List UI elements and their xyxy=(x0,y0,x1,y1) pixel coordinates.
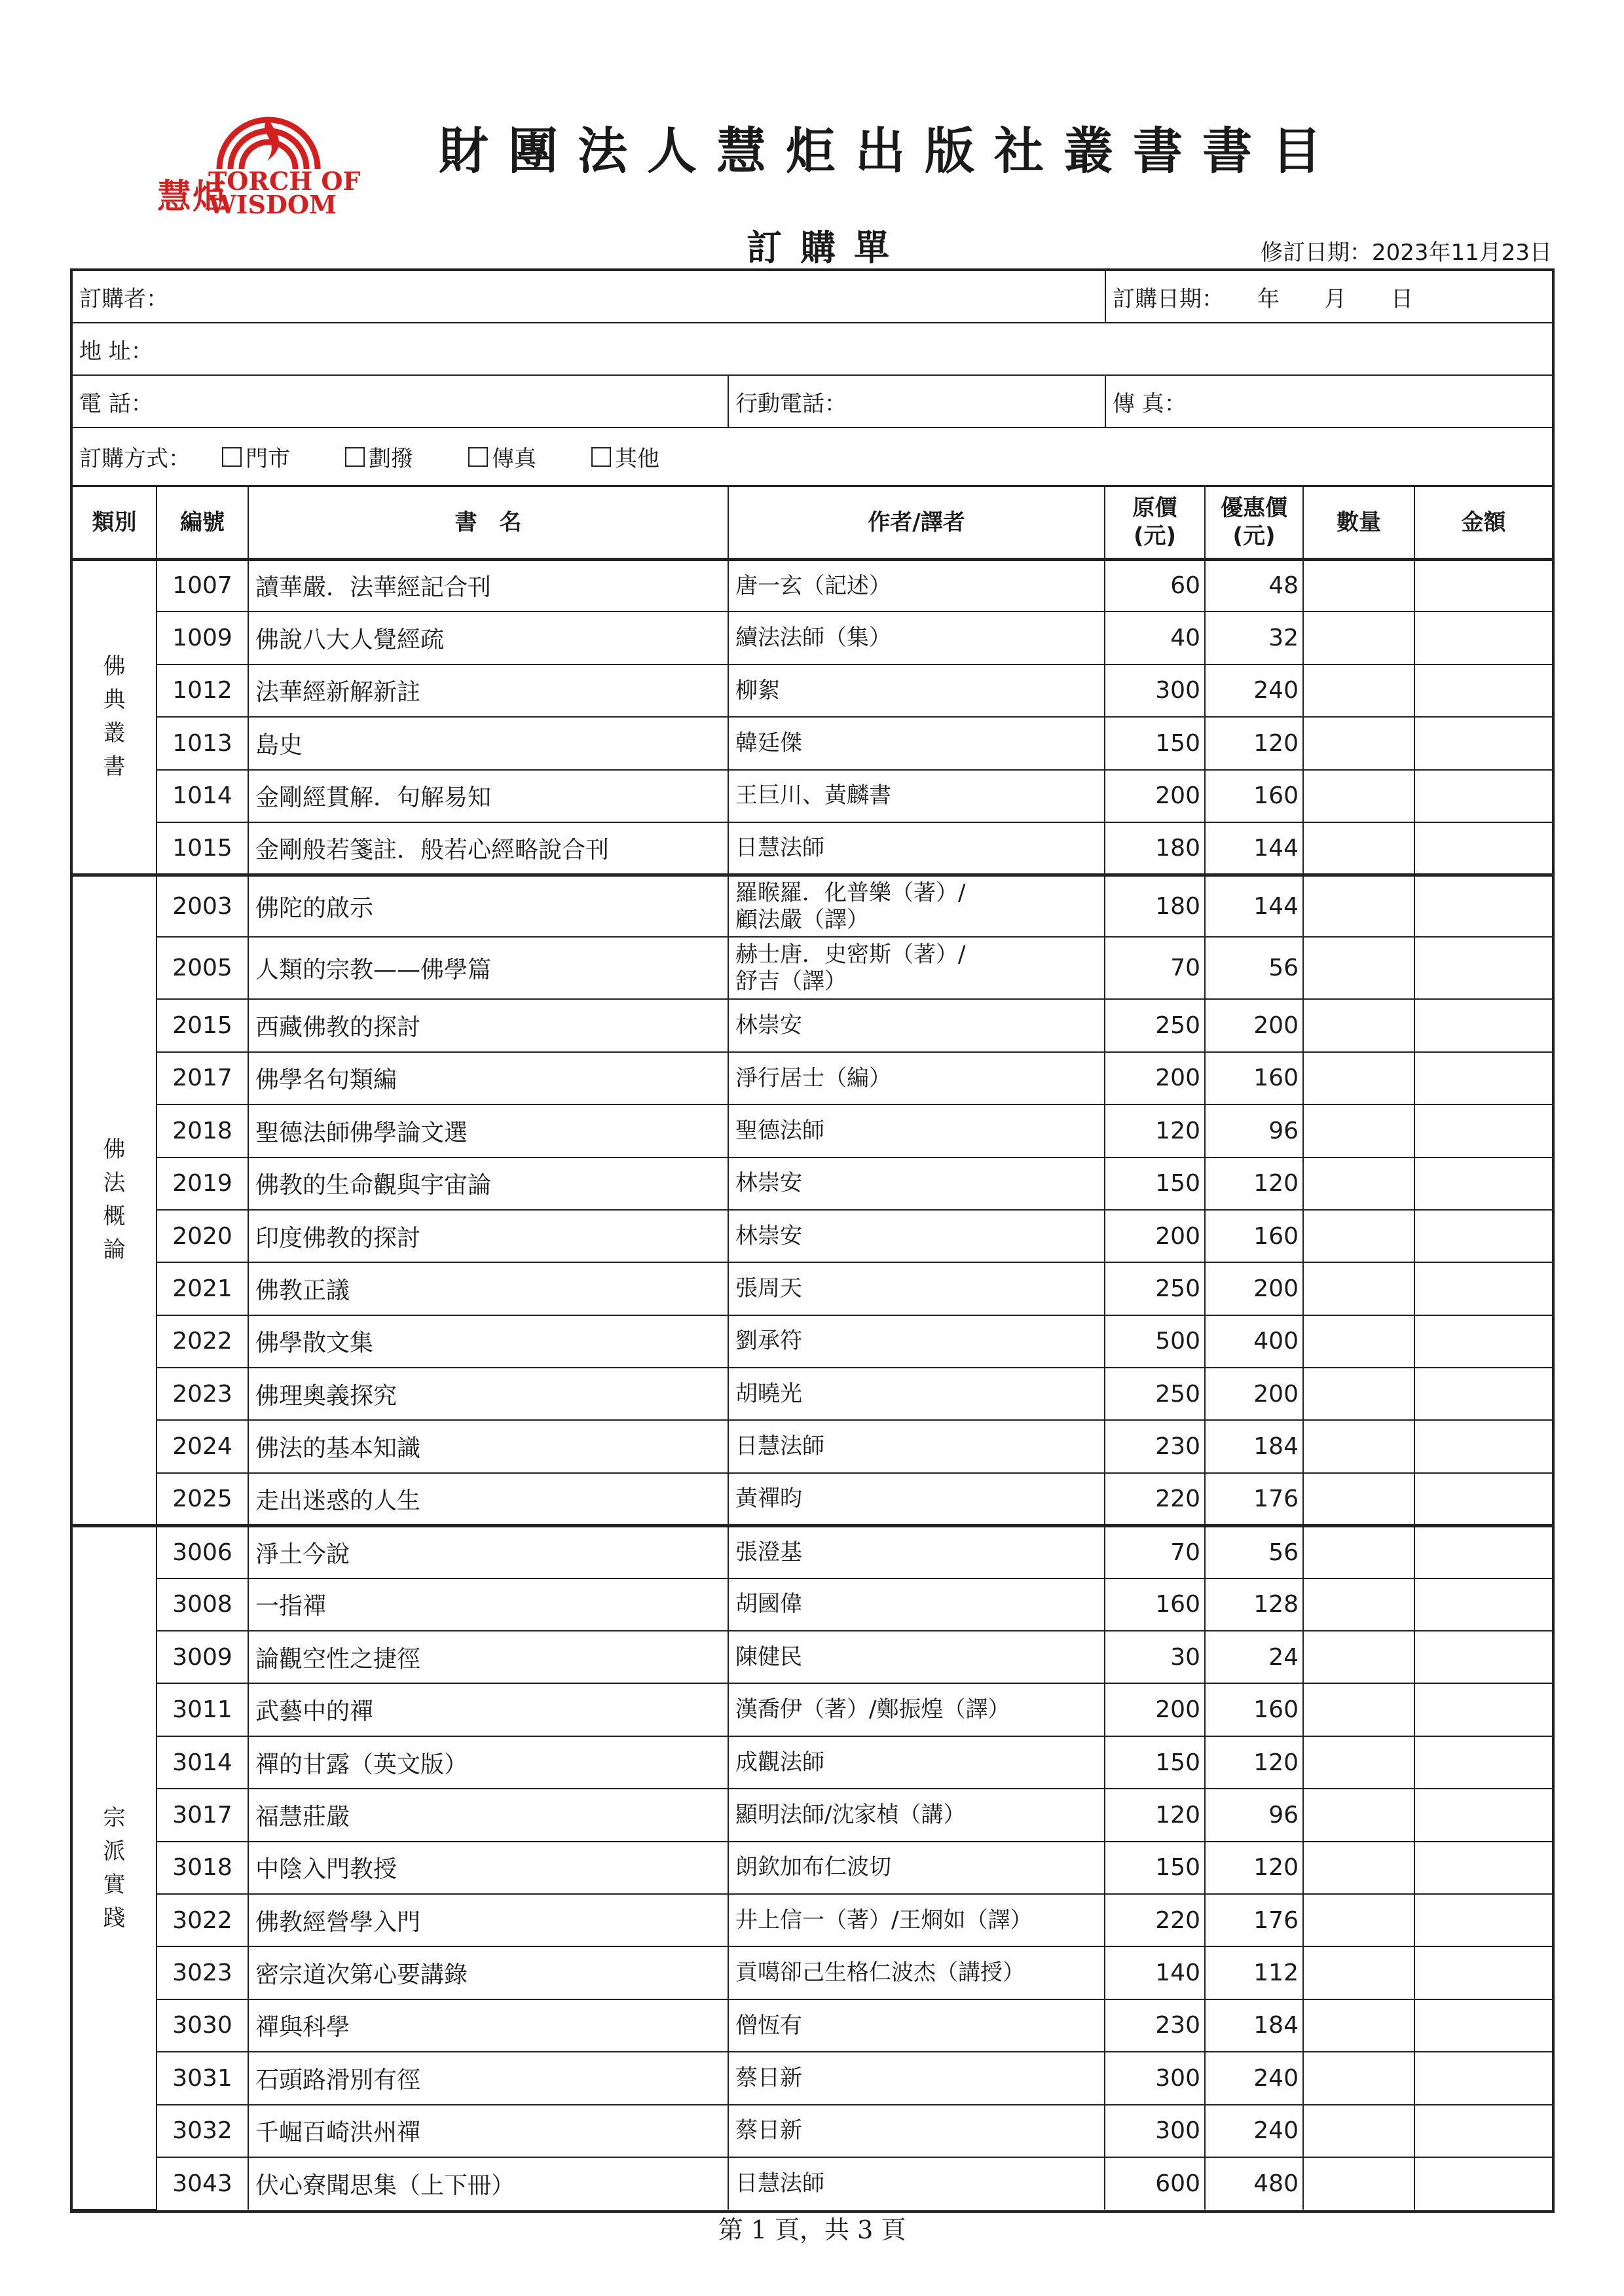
book-discount-price: 480 xyxy=(1205,2157,1303,2210)
table-row xyxy=(73,937,1552,999)
amount-field[interactable] xyxy=(1414,1104,1552,1157)
book-price: 250 xyxy=(1105,1368,1205,1420)
fax-field[interactable]: 傳 真： xyxy=(1105,376,1552,427)
amount-field[interactable] xyxy=(1414,875,1552,937)
address-field[interactable]: 地 址： xyxy=(79,338,153,365)
book-price: 200 xyxy=(1105,1052,1205,1104)
book-title: 島史 xyxy=(248,717,728,769)
amount-field[interactable] xyxy=(1414,1842,1552,1894)
category-label: 佛典叢書 xyxy=(103,653,126,780)
book-code: 2003 xyxy=(157,875,248,937)
book-title: 佛學名句類編 xyxy=(248,1052,728,1104)
book-discount-price: 160 xyxy=(1205,770,1303,822)
category-cell xyxy=(73,559,157,875)
amount-field[interactable] xyxy=(1414,2157,1552,2210)
table-row xyxy=(73,1736,1552,1789)
book-price: 230 xyxy=(1105,1999,1205,2052)
checkbox-icon[interactable] xyxy=(468,447,488,467)
book-table xyxy=(73,487,1552,2210)
book-title: 淨土今說 xyxy=(248,1525,728,1578)
book-author: 淨行居士（編） xyxy=(728,1052,1105,1104)
mobile-field[interactable]: 行動電話： xyxy=(728,376,1105,427)
book-price: 180 xyxy=(1105,875,1205,937)
table-row xyxy=(73,1368,1552,1420)
amount-field[interactable] xyxy=(1414,1683,1552,1736)
book-discount-price: 240 xyxy=(1205,2105,1303,2157)
quantity-field[interactable] xyxy=(1303,1736,1414,1789)
book-code: 2020 xyxy=(157,1210,248,1262)
book-price: 120 xyxy=(1105,1104,1205,1157)
quantity-field[interactable] xyxy=(1303,1262,1414,1315)
book-author: 井上信一（著）/王烱如（譯） xyxy=(728,1894,1105,1946)
publisher-logo xyxy=(157,77,380,221)
quantity-field[interactable] xyxy=(1303,1104,1414,1157)
table-row xyxy=(73,1631,1552,1683)
book-title: 金剛經貫解．句解易知 xyxy=(248,770,728,822)
book-discount-price: 160 xyxy=(1205,1052,1303,1104)
amount-field[interactable] xyxy=(1414,1578,1552,1631)
col-discount: 優惠價 (元) xyxy=(1205,487,1303,559)
book-discount-price: 200 xyxy=(1205,999,1303,1051)
quantity-field[interactable] xyxy=(1303,1683,1414,1736)
order-date-field[interactable]: 訂購日期： 年 月 日 xyxy=(1105,271,1552,322)
table-row xyxy=(73,1420,1552,1472)
quantity-field[interactable] xyxy=(1303,611,1414,664)
book-author: 聖德法師 xyxy=(728,1104,1105,1157)
book-code: 1009 xyxy=(157,611,248,664)
book-discount-price: 160 xyxy=(1205,1683,1303,1736)
book-discount-price: 176 xyxy=(1205,1894,1303,1946)
phone-row xyxy=(73,376,1552,428)
book-code: 1015 xyxy=(157,822,248,875)
book-price: 40 xyxy=(1105,611,1205,664)
amount-field[interactable] xyxy=(1414,1262,1552,1315)
quantity-field[interactable] xyxy=(1303,559,1414,611)
book-discount-price: 56 xyxy=(1205,1525,1303,1578)
quantity-field[interactable] xyxy=(1303,1368,1414,1420)
book-discount-price: 176 xyxy=(1205,1473,1303,1525)
method-option-store[interactable]: 門市 xyxy=(222,441,290,473)
table-row xyxy=(73,999,1552,1051)
book-title: 佛教正議 xyxy=(248,1262,728,1315)
quantity-field[interactable] xyxy=(1303,1420,1414,1472)
book-discount-price: 96 xyxy=(1205,1104,1303,1157)
book-author: 柳絮 xyxy=(728,665,1105,717)
book-discount-price: 128 xyxy=(1205,1578,1303,1631)
book-author: 蔡日新 xyxy=(728,2105,1105,2157)
book-author: 胡曉光 xyxy=(728,1368,1105,1420)
book-title: 印度佛教的探討 xyxy=(248,1210,728,1262)
book-code: 2021 xyxy=(157,1262,248,1315)
table-row xyxy=(73,2105,1552,2157)
book-code: 3032 xyxy=(157,2105,248,2157)
book-price: 250 xyxy=(1105,999,1205,1051)
book-code: 3009 xyxy=(157,1631,248,1683)
method-option-fax[interactable]: 傳真 xyxy=(468,441,536,473)
table-row xyxy=(73,770,1552,822)
book-discount-price: 120 xyxy=(1205,717,1303,769)
book-code: 2019 xyxy=(157,1157,248,1210)
book-discount-price: 120 xyxy=(1205,1157,1303,1210)
book-author: 陳健民 xyxy=(728,1631,1105,1683)
col-code: 編號 xyxy=(157,487,248,559)
quantity-field[interactable] xyxy=(1303,1578,1414,1631)
book-code: 3011 xyxy=(157,1683,248,1736)
quantity-field[interactable] xyxy=(1303,2052,1414,2104)
book-price: 30 xyxy=(1105,1631,1205,1683)
book-code: 3018 xyxy=(157,1842,248,1894)
book-code: 2017 xyxy=(157,1052,248,1104)
book-code: 3017 xyxy=(157,1789,248,1841)
book-author: 劉承符 xyxy=(728,1315,1105,1368)
book-discount-price: 240 xyxy=(1205,665,1303,717)
phone-field[interactable]: 電 話： xyxy=(79,390,153,417)
category-cell xyxy=(73,1525,157,2210)
amount-field[interactable] xyxy=(1414,770,1552,822)
torch-arc-icon xyxy=(157,77,380,175)
quantity-field[interactable] xyxy=(1303,937,1414,999)
book-author: 張澄基 xyxy=(728,1525,1105,1578)
table-row xyxy=(73,1525,1552,1578)
table-row xyxy=(73,875,1552,937)
book-price: 250 xyxy=(1105,1262,1205,1315)
book-price: 150 xyxy=(1105,1736,1205,1789)
amount-field[interactable] xyxy=(1414,1052,1552,1104)
amount-field[interactable] xyxy=(1414,1157,1552,1210)
book-author: 韓廷傑 xyxy=(728,717,1105,769)
book-code: 1013 xyxy=(157,717,248,769)
book-price: 220 xyxy=(1105,1894,1205,1946)
col-qty: 數量 xyxy=(1303,487,1414,559)
book-discount-price: 56 xyxy=(1205,937,1303,999)
quantity-field[interactable] xyxy=(1303,1789,1414,1841)
book-title: 伏心寮聞思集（上下冊） xyxy=(248,2157,728,2210)
book-author: 蔡日新 xyxy=(728,2052,1105,2104)
book-author: 林崇安 xyxy=(728,1210,1105,1262)
book-code: 2023 xyxy=(157,1368,248,1420)
amount-field[interactable] xyxy=(1414,999,1552,1051)
book-author: 日慧法師 xyxy=(728,822,1105,875)
quantity-field[interactable] xyxy=(1303,1473,1414,1525)
book-discount-price: 144 xyxy=(1205,822,1303,875)
book-price: 300 xyxy=(1105,2105,1205,2157)
book-code: 2018 xyxy=(157,1104,248,1157)
book-author: 羅睺羅．化普樂（著）/ 顧法嚴（譯） xyxy=(728,875,1105,937)
book-author: 林崇安 xyxy=(728,999,1105,1051)
col-amount: 金額 xyxy=(1414,487,1552,559)
quantity-field[interactable] xyxy=(1303,1157,1414,1210)
table-row xyxy=(73,717,1552,769)
quantity-field[interactable] xyxy=(1303,665,1414,717)
book-author: 唐一玄（記述） xyxy=(728,559,1105,611)
book-title: 西藏佛教的探討 xyxy=(248,999,728,1051)
col-title: 書 名 xyxy=(248,487,728,559)
book-title: 論觀空性之捷徑 xyxy=(248,1631,728,1683)
book-code: 3022 xyxy=(157,1894,248,1946)
col-price: 原價 (元) xyxy=(1105,487,1205,559)
revision-date: 修訂日期：2023年11月23日 xyxy=(1260,240,1552,266)
book-author: 貢噶卻己生格仁波杰（講授） xyxy=(728,1946,1105,1999)
book-price: 300 xyxy=(1105,2052,1205,2104)
amount-field[interactable] xyxy=(1414,1420,1552,1472)
table-row xyxy=(73,1104,1552,1157)
book-discount-price: 120 xyxy=(1205,1736,1303,1789)
table-row xyxy=(73,1842,1552,1894)
logo-en-line1: TORCH OF xyxy=(208,166,361,196)
amount-field[interactable] xyxy=(1414,611,1552,664)
book-title: 佛法的基本知識 xyxy=(248,1420,728,1472)
book-author: 日慧法師 xyxy=(728,1420,1105,1472)
book-price: 200 xyxy=(1105,770,1205,822)
address-row xyxy=(73,323,1552,376)
book-discount-price: 200 xyxy=(1205,1368,1303,1420)
book-author: 赫士唐．史密斯（著）/ 舒吉（譯） xyxy=(728,937,1105,999)
table-row xyxy=(73,1683,1552,1736)
book-code: 2024 xyxy=(157,1420,248,1472)
amount-field[interactable] xyxy=(1414,1946,1552,1999)
book-title: 一指禪 xyxy=(248,1578,728,1631)
book-price: 230 xyxy=(1105,1420,1205,1472)
quantity-field[interactable] xyxy=(1303,1052,1414,1104)
book-code: 3031 xyxy=(157,2052,248,2104)
book-discount-price: 48 xyxy=(1205,559,1303,611)
amount-field[interactable] xyxy=(1414,1789,1552,1841)
book-author: 日慧法師 xyxy=(728,2157,1105,2210)
book-price: 180 xyxy=(1105,822,1205,875)
document-title: 財團法人慧炬出版社叢書書目 xyxy=(439,122,1341,180)
book-code: 2005 xyxy=(157,937,248,999)
checkbox-icon[interactable] xyxy=(591,447,611,467)
amount-field[interactable] xyxy=(1414,559,1552,611)
quantity-field[interactable] xyxy=(1303,2105,1414,2157)
quantity-field[interactable] xyxy=(1303,1631,1414,1683)
book-code: 3043 xyxy=(157,2157,248,2210)
quantity-field[interactable] xyxy=(1303,822,1414,875)
book-author: 續法法師（集） xyxy=(728,611,1105,664)
book-price: 300 xyxy=(1105,665,1205,717)
table-row xyxy=(73,559,1552,611)
book-author: 林崇安 xyxy=(728,1157,1105,1210)
book-discount-price: 200 xyxy=(1205,1262,1303,1315)
book-title: 讀華嚴．法華經記合刊 xyxy=(248,559,728,611)
book-price: 500 xyxy=(1105,1315,1205,1368)
book-author: 漢喬伊（著）/鄭振煌（譯） xyxy=(728,1683,1105,1736)
logo-cjk-text: 慧炬 xyxy=(157,177,229,217)
amount-field[interactable] xyxy=(1414,1210,1552,1262)
form-title: 訂購單 xyxy=(747,227,908,268)
book-discount-price: 24 xyxy=(1205,1631,1303,1683)
book-title: 人類的宗教——佛學篇 xyxy=(248,937,728,999)
quantity-field[interactable] xyxy=(1303,770,1414,822)
book-discount-price: 112 xyxy=(1205,1946,1303,1999)
table-row xyxy=(73,665,1552,717)
book-price: 120 xyxy=(1105,1789,1205,1841)
page-footer: 第 1 頁，共 3 頁 xyxy=(718,2215,906,2244)
amount-field[interactable] xyxy=(1414,2052,1552,2104)
book-title: 佛教經營學入門 xyxy=(248,1894,728,1946)
book-code: 3023 xyxy=(157,1946,248,1999)
table-row xyxy=(73,1578,1552,1631)
book-price: 200 xyxy=(1105,1683,1205,1736)
book-price: 160 xyxy=(1105,1578,1205,1631)
book-title: 佛理奧義探究 xyxy=(248,1368,728,1420)
book-author: 朗欽加布仁波切 xyxy=(728,1842,1105,1894)
book-price: 140 xyxy=(1105,1946,1205,1999)
book-title: 中陰入門教授 xyxy=(248,1842,728,1894)
book-code: 3014 xyxy=(157,1736,248,1789)
book-price: 600 xyxy=(1105,2157,1205,2210)
book-title: 佛教的生命觀與宇宙論 xyxy=(248,1157,728,1210)
book-discount-price: 96 xyxy=(1205,1789,1303,1841)
book-title: 禪與科學 xyxy=(248,1999,728,2052)
table-row xyxy=(73,1210,1552,1262)
amount-field[interactable] xyxy=(1414,1525,1552,1578)
book-price: 200 xyxy=(1105,1210,1205,1262)
book-code: 2022 xyxy=(157,1315,248,1368)
quantity-field[interactable] xyxy=(1303,1999,1414,2052)
amount-field[interactable] xyxy=(1414,717,1552,769)
table-row xyxy=(73,2157,1552,2210)
amount-field[interactable] xyxy=(1414,822,1552,875)
amount-field[interactable] xyxy=(1414,2105,1552,2157)
logo-en-line2: WISDOM xyxy=(208,190,337,219)
quantity-field[interactable] xyxy=(1303,875,1414,937)
amount-field[interactable] xyxy=(1414,937,1552,999)
book-title: 走出迷惑的人生 xyxy=(248,1473,728,1525)
book-title: 石頭路滑別有徑 xyxy=(248,2052,728,2104)
checkbox-icon[interactable] xyxy=(222,447,242,467)
book-price: 70 xyxy=(1105,1525,1205,1578)
order-method-row xyxy=(73,428,1552,487)
amount-field[interactable] xyxy=(1414,1473,1552,1525)
quantity-field[interactable] xyxy=(1303,1210,1414,1262)
book-price: 150 xyxy=(1105,717,1205,769)
book-title: 聖德法師佛學論文選 xyxy=(248,1104,728,1157)
book-title: 金剛般若箋註．般若心經略說合刊 xyxy=(248,822,728,875)
amount-field[interactable] xyxy=(1414,1999,1552,2052)
book-code: 1007 xyxy=(157,559,248,611)
checkbox-icon[interactable] xyxy=(345,447,365,467)
amount-field[interactable] xyxy=(1414,1736,1552,1789)
book-author: 僧恆有 xyxy=(728,1999,1105,2052)
book-title: 禪的甘露（英文版） xyxy=(248,1736,728,1789)
quantity-field[interactable] xyxy=(1303,1946,1414,1999)
amount-field[interactable] xyxy=(1414,1368,1552,1420)
amount-field[interactable] xyxy=(1414,665,1552,717)
table-row xyxy=(73,822,1552,875)
book-code: 3006 xyxy=(157,1525,248,1578)
amount-field[interactable] xyxy=(1414,1315,1552,1368)
book-price: 220 xyxy=(1105,1473,1205,1525)
book-author: 黃禪昀 xyxy=(728,1473,1105,1525)
orderer-field[interactable]: 訂購者： xyxy=(79,285,168,312)
book-author: 王巨川、黃麟書 xyxy=(728,770,1105,822)
book-table-body xyxy=(73,559,1552,2210)
table-row xyxy=(73,611,1552,664)
book-code: 2015 xyxy=(157,999,248,1051)
book-code: 3030 xyxy=(157,1999,248,2052)
quantity-field[interactable] xyxy=(1303,1894,1414,1946)
method-option-other[interactable]: 其他 xyxy=(591,441,659,473)
quantity-field[interactable] xyxy=(1303,717,1414,769)
order-method-label: 訂購方式： xyxy=(79,446,191,472)
table-row xyxy=(73,1999,1552,2052)
book-price: 60 xyxy=(1105,559,1205,611)
table-row xyxy=(73,1789,1552,1841)
book-price: 150 xyxy=(1105,1842,1205,1894)
amount-field[interactable] xyxy=(1414,1631,1552,1683)
book-author: 胡國偉 xyxy=(728,1578,1105,1631)
quantity-field[interactable] xyxy=(1303,1842,1414,1894)
quantity-field[interactable] xyxy=(1303,999,1414,1051)
book-title: 千崛百崎洪州禪 xyxy=(248,2105,728,2157)
table-row xyxy=(73,1315,1552,1368)
book-code: 1014 xyxy=(157,770,248,822)
table-row xyxy=(73,1052,1552,1104)
orderer-row xyxy=(73,271,1552,323)
book-code: 1012 xyxy=(157,665,248,717)
book-title: 福慧莊嚴 xyxy=(248,1789,728,1841)
table-header-row xyxy=(73,487,1552,559)
book-author: 顯明法師/沈家楨（講） xyxy=(728,1789,1105,1841)
method-option-transfer[interactable]: 劃撥 xyxy=(345,441,413,473)
category-label: 宗派實踐 xyxy=(103,1804,126,1931)
book-title: 佛陀的啟示 xyxy=(248,875,728,937)
quantity-field[interactable] xyxy=(1303,1315,1414,1368)
book-discount-price: 240 xyxy=(1205,2052,1303,2104)
book-title: 佛學散文集 xyxy=(248,1315,728,1368)
amount-field[interactable] xyxy=(1414,1894,1552,1946)
col-category: 類別 xyxy=(73,487,157,559)
quantity-field[interactable] xyxy=(1303,1525,1414,1578)
book-discount-price: 120 xyxy=(1205,1842,1303,1894)
book-price: 150 xyxy=(1105,1157,1205,1210)
table-row xyxy=(73,1946,1552,1999)
book-code: 3008 xyxy=(157,1578,248,1631)
book-discount-price: 160 xyxy=(1205,1210,1303,1262)
category-cell xyxy=(73,875,157,1525)
book-author: 張周天 xyxy=(728,1262,1105,1315)
book-discount-price: 184 xyxy=(1205,1420,1303,1472)
book-discount-price: 400 xyxy=(1205,1315,1303,1368)
book-code: 2025 xyxy=(157,1473,248,1525)
quantity-field[interactable] xyxy=(1303,2157,1414,2210)
order-form xyxy=(70,268,1555,2213)
book-discount-price: 184 xyxy=(1205,1999,1303,2052)
table-row xyxy=(73,1157,1552,1210)
book-discount-price: 32 xyxy=(1205,611,1303,664)
table-row xyxy=(73,1894,1552,1946)
book-title: 武藝中的禪 xyxy=(248,1683,728,1736)
table-row xyxy=(73,1473,1552,1525)
book-title: 密宗道次第心要講錄 xyxy=(248,1946,728,1999)
table-row xyxy=(73,2052,1552,2104)
book-author: 成觀法師 xyxy=(728,1736,1105,1789)
category-label: 佛法概論 xyxy=(103,1137,126,1264)
book-price: 70 xyxy=(1105,937,1205,999)
col-author: 作者/譯者 xyxy=(728,487,1105,559)
book-title: 佛說八大人覺經疏 xyxy=(248,611,728,664)
table-row xyxy=(73,1262,1552,1315)
book-discount-price: 144 xyxy=(1205,875,1303,937)
book-title: 法華經新解新註 xyxy=(248,665,728,717)
